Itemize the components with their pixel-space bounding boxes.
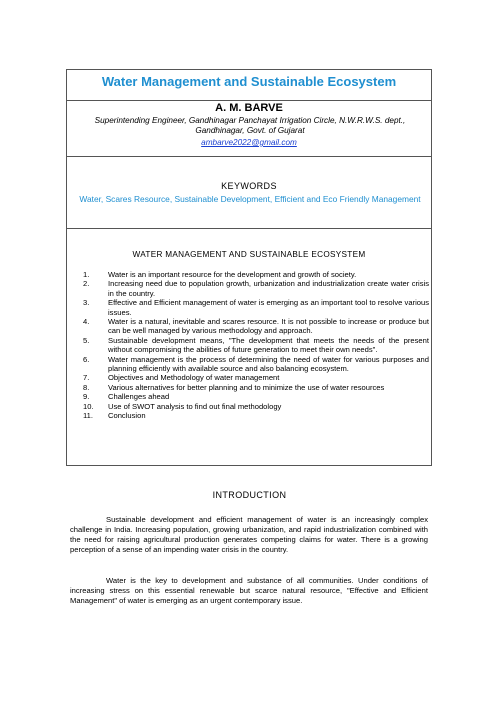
keywords-heading: KEYWORDS [221,181,277,191]
abstract-box [66,69,432,466]
list-item: 11. Conclusion [83,411,146,421]
author-name: A. M. BARVE [215,102,283,114]
list-item: 5. Sustainable development means, "The development that meets the needs of the present without compromising the abilities of future generation to meet their own needs". [83,335,429,355]
list-item: 10. Use of SWOT analysis to find out final methodology [83,401,282,411]
list-item: 7. Objectives and Methodology of water management [83,373,280,383]
intro-paragraph-2: Water is the key to development and substance of all communities. Under conditions of increasing stress on this essential renewable but scarce natural resource, "Effective and Efficient Management" of water is emerging as an urgent contemporary issue. [70,576,428,605]
paper-title: Water Management and Sustainable Ecosystem [101,74,397,89]
list-item: 8. Various alternatives for better planning and to minimize the use of water resources [83,382,385,392]
list-item: 9. Challenges ahead [83,392,170,402]
list-item: 1. Water is an important resource for the development and growth of society. [83,270,357,279]
intro-paragraph-1: Sustainable development and efficient management of water is an increasingly complex challenge in India. Increasing population, growing urbanization, and rapid industrialization combined with the need for raising agricultural production generates competing claims for water. There is a growing perception of a sense of an impending water crisis in the country. [70,515,428,554]
list-item: 2. Increasing need due to population growth, urbanization and industrialization create water crisis in the country. [83,279,429,298]
list-item: 6. Water management is the process of determining the need of water for various purposes and planning efficiently with available source and also balancing ecosystem. [83,354,429,374]
list-item: 4. Water is a natural, inevitable and scares resource. It is not possible to increase or produce but can be well managed by various methodology and approach. [83,317,429,336]
introduction-heading: INTRODUCTION [212,490,287,500]
divider [67,228,431,229]
divider [67,100,431,101]
outline-heading: WATER MANAGEMENT AND SUSTAINABLE ECOSYSTEM [132,250,366,259]
divider [67,156,431,157]
keywords-text: Water, Scares Resource, Sustainable Development, Efficient and Eco Friendly Management [79,194,421,204]
author-email-link[interactable]: ambarve2022@gmail.com [201,138,297,147]
author-affiliation: Superintending Engineer, Gandhinagar Panchayat Irrigation Circle, N.W.R.W.S. dept., Gandhinagar, Govt. of Gujarat [94,116,406,135]
list-item: 3. Effective and Efficient management of water is emerging as an important tool to resolve various issues. [83,298,429,317]
outline-list [83,270,429,421]
